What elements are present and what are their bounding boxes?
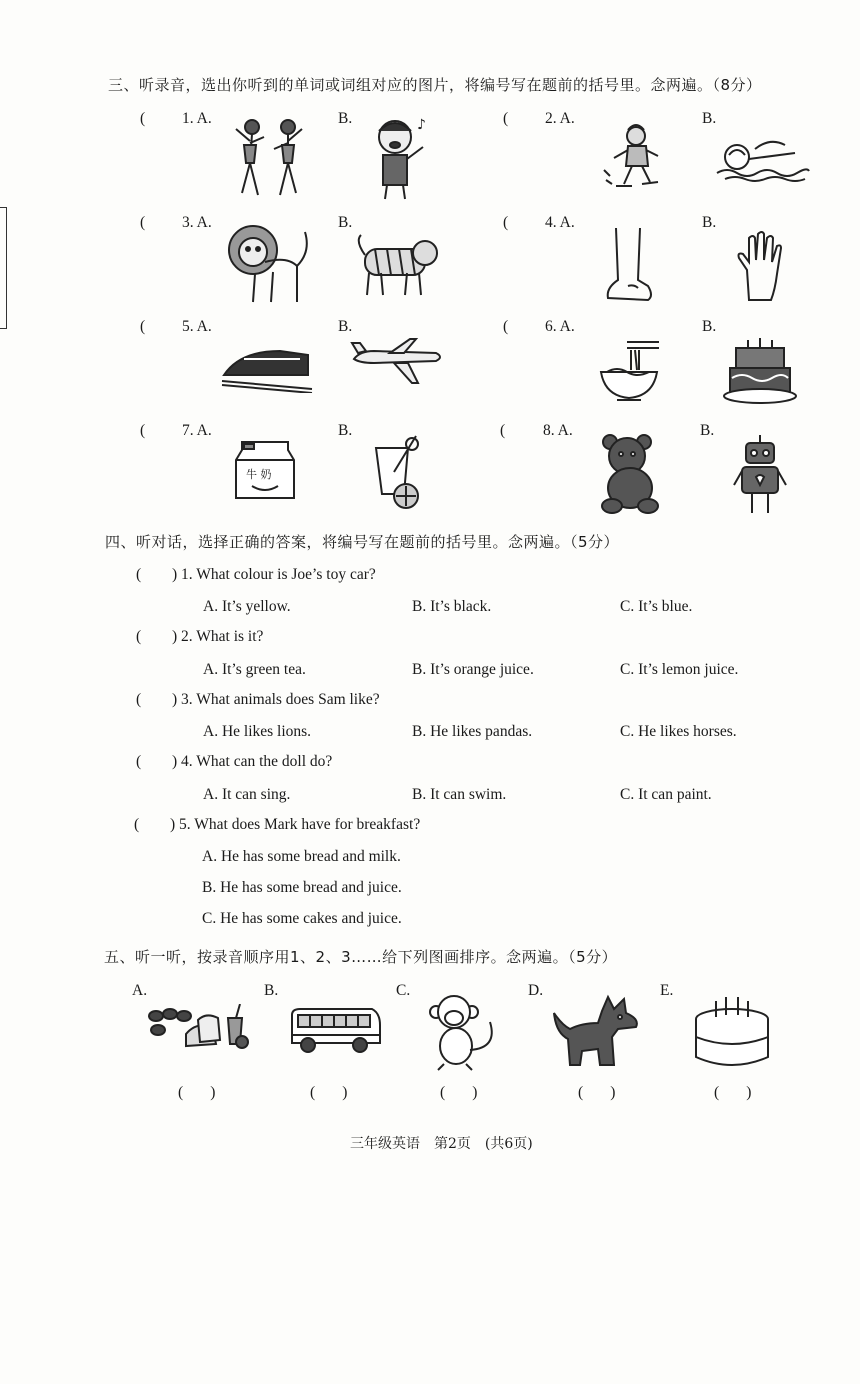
question-text: ) 1. What colour is Joe’s toy car? — [172, 566, 376, 583]
option-b: B. He has some bread and juice. — [202, 879, 402, 896]
picture-label-a: A. — [132, 982, 148, 999]
option-a: A. It’s green tea. — [203, 661, 306, 678]
option-a: A. It can sing. — [203, 786, 291, 803]
swimming-person-icon — [715, 135, 810, 185]
item-number: 4. A. — [545, 214, 575, 231]
answer-bracket[interactable]: ( — [140, 422, 146, 439]
picture-label-b: B. — [264, 982, 279, 999]
skating-child-icon — [602, 120, 667, 198]
option-a: A. He likes lions. — [203, 723, 312, 740]
answer-bracket[interactable]: ( — [140, 110, 146, 127]
question-text: ) 4. What can the doll do? — [172, 753, 333, 770]
option-b-label: B. — [338, 422, 353, 439]
option-c: C. He has some cakes and juice. — [202, 910, 402, 927]
answer-bracket[interactable]: ( — [503, 214, 509, 231]
plane-icon — [350, 337, 446, 387]
question-text: ) 2. What is it? — [172, 628, 264, 645]
breakfast-food-icon — [146, 1004, 252, 1052]
option-b-label: B. — [700, 422, 715, 439]
juice-glass-icon — [368, 432, 426, 510]
option-c: C. It can paint. — [620, 786, 712, 803]
option-b: B. It’s black. — [412, 598, 492, 615]
item-number: 5. A. — [182, 318, 212, 335]
milk-carton-icon — [232, 440, 298, 502]
option-b: B. He likes pandas. — [412, 723, 533, 740]
option-b-label: B. — [338, 318, 353, 335]
answer-bracket[interactable]: ( — [500, 422, 506, 439]
milk-carton-label: 牛 奶 — [246, 468, 272, 481]
answer-bracket[interactable]: ( — [136, 628, 142, 645]
option-a: A. He has some bread and milk. — [202, 848, 401, 865]
page-footer: 三年级英语 第2页 (共6页) — [350, 1136, 533, 1152]
answer-bracket[interactable]: ( — [503, 318, 509, 335]
picture-label-c: C. — [396, 982, 411, 999]
answer-bracket[interactable]: ( — [136, 566, 142, 583]
item-number: 3. A. — [182, 214, 212, 231]
svg-text:♪: ♪ — [417, 117, 426, 133]
answer-bracket[interactable]: ( — [134, 816, 140, 833]
answer-bracket[interactable]: ( — [140, 214, 146, 231]
option-a: A. It’s yellow. — [203, 598, 291, 615]
option-b: B. It’s orange juice. — [412, 661, 534, 678]
wolf-icon — [552, 993, 644, 1069]
bus-icon — [288, 1005, 382, 1055]
noodles-icon — [597, 338, 663, 404]
section-4-title: 四、听对话，选择正确的答案，将编号写在题前的括号里。念两遍。（5分） — [105, 533, 620, 551]
lion-icon — [225, 222, 315, 307]
binding-mark — [0, 207, 7, 329]
robot-icon — [732, 433, 788, 515]
order-bracket-a[interactable]: ( ) — [178, 1084, 216, 1101]
option-c: C. It’s lemon juice. — [620, 661, 739, 678]
dancing-people-icon — [230, 115, 310, 200]
picture-label-d: D. — [528, 982, 544, 999]
answer-bracket[interactable]: ( — [140, 318, 146, 335]
item-number: 2. A. — [545, 110, 575, 127]
tiger-icon — [355, 233, 440, 299]
hand-icon — [733, 230, 788, 302]
option-c: C. It’s blue. — [620, 598, 693, 615]
question-text: ) 5. What does Mark have for breakfast? — [170, 816, 421, 833]
item-number: 7. A. — [182, 422, 212, 439]
monkey-icon — [428, 992, 500, 1072]
cake-icon — [722, 336, 798, 404]
order-bracket-d[interactable]: ( ) — [578, 1084, 616, 1101]
option-b-label: B. — [702, 214, 717, 231]
section-3-title: 三、听录音，选出你听到的单词或词组对应的图片，将编号写在题前的括号里。念两遍。（8分） — [108, 76, 762, 94]
option-b-label: B. — [702, 318, 717, 335]
birthday-cake-icon — [692, 993, 772, 1073]
picture-label-e: E. — [660, 982, 674, 999]
item-number: 6. A. — [545, 318, 575, 335]
item-number: 1. A. — [182, 110, 212, 127]
section-5-title: 五、听一听，按录音顺序用1、2、3……给下列图画排序。念两遍。（5分） — [104, 948, 618, 966]
question-text: ) 3. What animals does Sam like? — [172, 691, 380, 708]
answer-bracket[interactable]: ( — [136, 691, 142, 708]
item-number: 8. A. — [543, 422, 573, 439]
option-b-label: B. — [338, 110, 353, 127]
order-bracket-c[interactable]: ( ) — [440, 1084, 478, 1101]
singing-boy-icon — [365, 115, 435, 200]
option-b-label: B. — [338, 214, 353, 231]
order-bracket-b[interactable]: ( ) — [310, 1084, 348, 1101]
option-b: B. It can swim. — [412, 786, 507, 803]
option-b-label: B. — [702, 110, 717, 127]
teddy-bear-icon — [598, 432, 662, 514]
order-bracket-e[interactable]: ( ) — [714, 1084, 752, 1101]
answer-bracket[interactable]: ( — [503, 110, 509, 127]
train-icon — [220, 345, 315, 393]
foot-icon — [598, 226, 658, 304]
answer-bracket[interactable]: ( — [136, 753, 142, 770]
option-c: C. He likes horses. — [620, 723, 737, 740]
